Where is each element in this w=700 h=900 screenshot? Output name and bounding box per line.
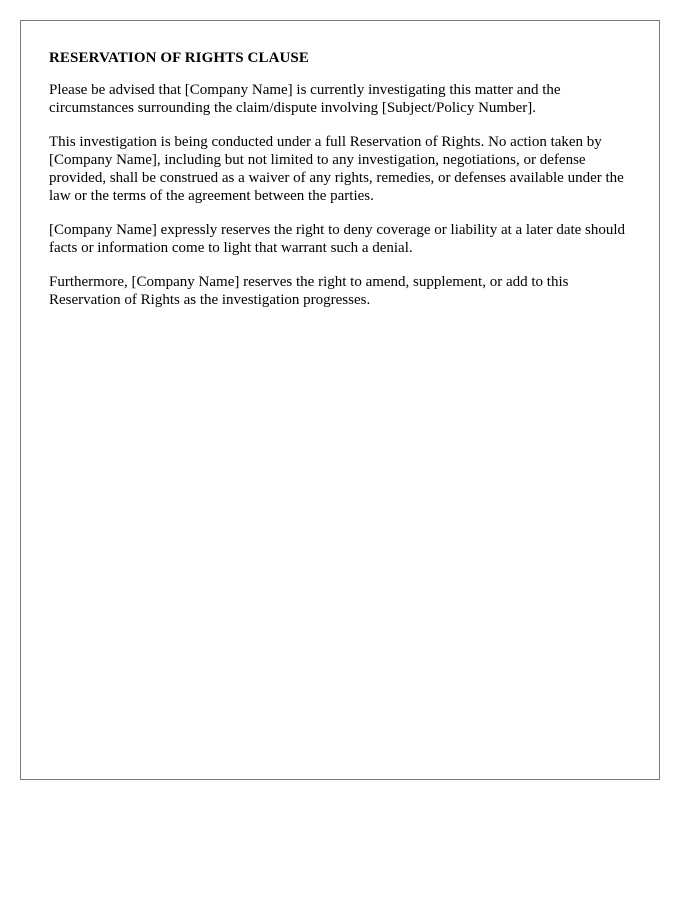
paragraph-reservation-of-rights: This investigation is being conducted under a full Reservation of Rights. No action taken by [Company Name], including but not limited to any investigation, negotiations, or defense provided, shall be construed as a waiver of any rights, remedies, or defenses available under the law or the terms of the agreement between the parties. bbox=[49, 134, 624, 204]
paragraph-investigation-notice: Please be advised that [Company Name] is currently investigating this matter and the circumstances surrounding the claim/dispute involving [Subject/Policy Number]. bbox=[49, 82, 561, 116]
paragraph-right-to-deny: [Company Name] expressly reserves the right to deny coverage or liability at a later date should facts or information come to light that warrant such a denial. bbox=[49, 222, 626, 256]
paragraph-right-to-amend: Furthermore, [Company Name] reserves the right to amend, supplement, or add to this Reservation of Rights as the investigation progresses. bbox=[49, 274, 569, 308]
document-page bbox=[20, 20, 660, 780]
document-title: RESERVATION OF RIGHTS CLAUSE bbox=[49, 50, 309, 66]
